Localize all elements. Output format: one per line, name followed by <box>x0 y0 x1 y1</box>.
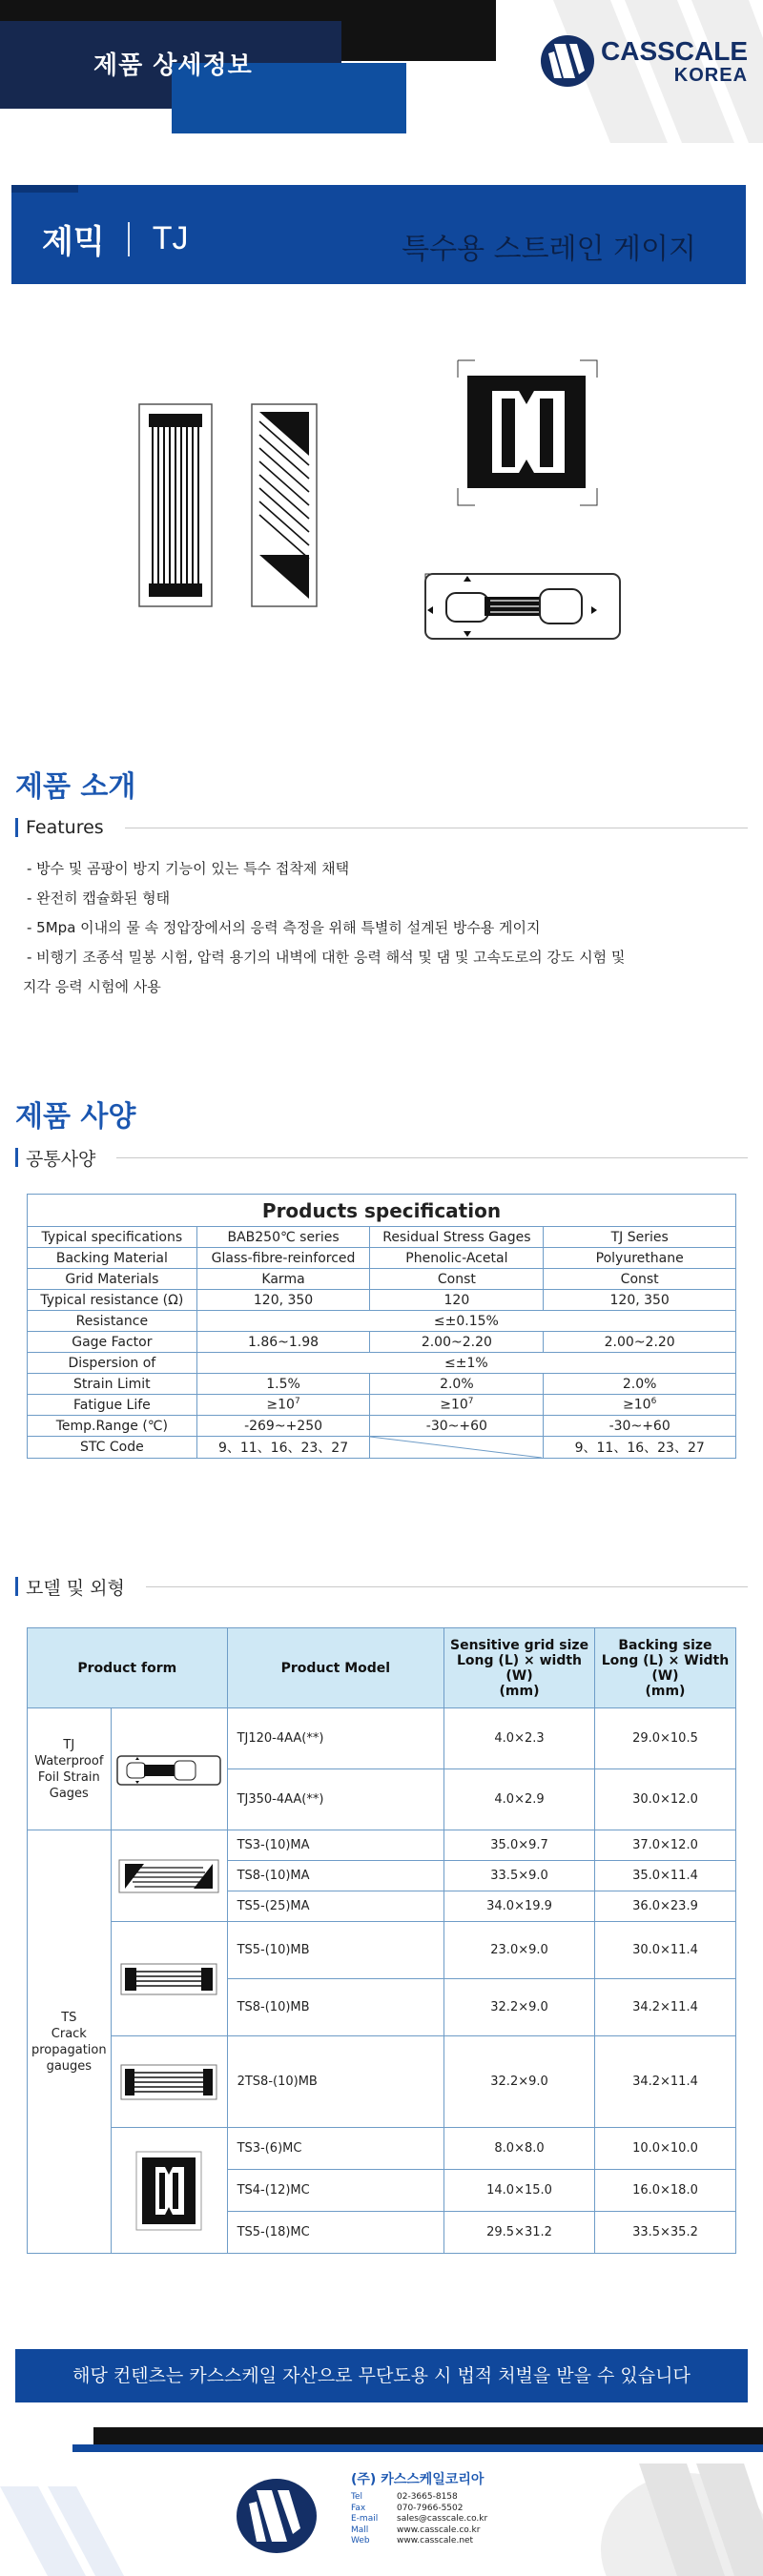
model-cell: TJ350-4AA(**) <box>227 1769 444 1830</box>
table-row <box>28 2036 736 2128</box>
models-table <box>27 1627 736 2254</box>
grid-size-cell: 14.0×15.0 <box>444 2170 595 2212</box>
table-header-row <box>28 1628 736 1708</box>
contact-row <box>351 2492 487 2504</box>
backing-size-cell: 10.0×10.0 <box>594 2128 735 2170</box>
table-cell: 120, 350 <box>196 1290 370 1311</box>
feature-item: - 완전히 캡슐화된 형태 <box>27 889 171 907</box>
table-cell: -269~+250 <box>196 1416 370 1437</box>
table-row <box>28 1353 736 1374</box>
grid-size-cell: 23.0×9.0 <box>444 1922 595 1979</box>
table-row <box>28 1830 736 1861</box>
gauge-image-grid <box>139 404 212 606</box>
fatigue-exponent: 6 <box>650 1397 657 1407</box>
grid-size-cell: 33.5×9.0 <box>444 1861 595 1891</box>
brand-region: KOREA <box>673 65 749 86</box>
contact-row <box>351 2525 487 2537</box>
subheading-bar <box>15 1148 18 1167</box>
table-cell: Strain Limit <box>28 1374 197 1395</box>
table-row <box>28 2128 736 2170</box>
table-cell: 2.00~2.20 <box>544 1332 736 1353</box>
table-cell-na <box>370 1437 544 1459</box>
footer-decoration-left <box>0 2467 124 2576</box>
column-sensitive-grid <box>444 1628 595 1708</box>
product-maker: 제믹 <box>42 223 105 261</box>
footer-contacts <box>351 2492 487 2547</box>
table-cell: Backing Material <box>28 1248 197 1269</box>
intro-heading: 제품 소개 <box>15 770 136 804</box>
table-cell: Polyurethane <box>544 1248 736 1269</box>
table-cell <box>544 1395 736 1416</box>
model-cell: TS8-(10)MA <box>227 1861 444 1891</box>
header-line: Backing size <box>618 1637 712 1653</box>
table-cell: BAB250℃ series <box>196 1227 370 1248</box>
footer-logo-icon <box>234 2477 320 2555</box>
grid-size-cell: 32.2×9.0 <box>444 2036 595 2128</box>
table-cell: Phenolic-Acetal <box>370 1248 544 1269</box>
model-cell: TS8-(10)MB <box>227 1979 444 2036</box>
dual-gauge-thumbnail <box>112 2054 226 2111</box>
table-row <box>28 1922 736 1979</box>
table-cell: 9、11、16、23、27 <box>196 1437 370 1459</box>
table-cell: 2.0% <box>370 1374 544 1395</box>
table-cell: -30~+60 <box>370 1416 544 1437</box>
features-list <box>23 854 742 1002</box>
table-cell: Karma <box>196 1269 370 1290</box>
table-cell: 1.5% <box>196 1374 370 1395</box>
feature-item-continued: 지각 응력 시험에 사용 <box>23 978 161 995</box>
title-ribbon <box>11 185 78 193</box>
footer-black-band <box>93 2427 763 2444</box>
product-category: 특수용 스트레인 게이지 <box>402 233 696 266</box>
column-product-model: Product Model <box>227 1628 444 1708</box>
model-cell: TS3-(10)MA <box>227 1830 444 1861</box>
form-image-cell <box>111 1830 227 1922</box>
product-title-bar <box>11 185 746 284</box>
grid-size-cell: 35.0×9.7 <box>444 1830 595 1861</box>
footer-company: (주) 카스스케일코리아 <box>351 2472 485 2487</box>
ma-gauge-thumbnail <box>112 1843 226 1910</box>
table-row <box>28 1269 736 1290</box>
gauge-image-mc <box>458 360 597 505</box>
gauge-image-crack <box>252 404 317 606</box>
group-label-line: Waterproof <box>34 1753 104 1768</box>
features-title: Features <box>26 817 104 838</box>
header-line: (mm) <box>499 1683 540 1699</box>
backing-size-cell: 16.0×18.0 <box>594 2170 735 2212</box>
grid-size-cell: 32.2×9.0 <box>444 1979 595 2036</box>
table-cell: Temp.Range (℃) <box>28 1416 197 1437</box>
form-image-cell <box>111 2036 227 2128</box>
brand-name: CASSCALE <box>601 36 749 66</box>
table-row <box>28 1395 736 1416</box>
model-cell: TS5-(18)MC <box>227 2212 444 2254</box>
model-cell: 2TS8-(10)MB <box>227 2036 444 2128</box>
table-cell: 2.0% <box>544 1374 736 1395</box>
table-cell: 1.86~1.98 <box>196 1332 370 1353</box>
group-label-line: propagation <box>31 2042 107 2057</box>
form-image-cell <box>111 1708 227 1830</box>
grid-size-cell: 34.0×19.9 <box>444 1891 595 1922</box>
copyright-notice: 해당 컨텐츠는 카스스케일 자산으로 무단도용 시 법적 처벌을 받을 수 있습니다 <box>15 2349 748 2402</box>
title-divider <box>128 222 130 256</box>
contact-value[interactable]: sales@casscale.co.kr <box>397 2514 488 2524</box>
table-row <box>28 1311 736 1332</box>
spec-table-title: Products specification <box>28 1195 736 1227</box>
spec-table <box>27 1194 736 1459</box>
mb-gauge-thumbnail <box>112 1951 226 2008</box>
header-line: Long (L) × width (W) <box>457 1652 583 1684</box>
backing-size-cell: 36.0×23.9 <box>594 1891 735 1922</box>
contact-key: Mall <box>351 2525 369 2535</box>
table-row <box>28 1416 736 1437</box>
backing-size-cell: 35.0×11.4 <box>594 1861 735 1891</box>
common-spec-title: 공통사양 <box>26 1148 96 1170</box>
spec-heading: 제품 사양 <box>15 1100 136 1134</box>
backing-size-cell: 34.2×11.4 <box>594 2036 735 2128</box>
table-cell: Resistance <box>28 1311 197 1332</box>
form-image-cell <box>111 1922 227 2036</box>
form-image-cell <box>111 2128 227 2254</box>
table-cell: Residual Stress Gages <box>370 1227 544 1248</box>
backing-size-cell: 30.0×12.0 <box>594 1769 735 1830</box>
table-cell: STC Code <box>28 1437 197 1459</box>
product-name <box>42 215 188 262</box>
table-cell: Gage Factor <box>28 1332 197 1353</box>
group-label-line: gauges <box>46 2058 93 2074</box>
table-cell: Const <box>544 1269 736 1290</box>
table-cell: Fatigue Life <box>28 1395 197 1416</box>
table-cell: Typical resistance (Ω) <box>28 1290 197 1311</box>
group-label-line: Gages <box>49 1786 89 1801</box>
contact-value: 070-7966-5502 <box>397 2503 464 2513</box>
table-row <box>28 1437 736 1459</box>
table-cell <box>196 1395 370 1416</box>
backing-size-cell: 30.0×11.4 <box>594 1922 735 1979</box>
table-row <box>28 1290 736 1311</box>
table-cell: -30~+60 <box>544 1416 736 1437</box>
header-line: (mm) <box>645 1683 686 1699</box>
subheading-rule <box>146 1586 748 1587</box>
model-cell: TS5-(10)MB <box>227 1922 444 1979</box>
group-tj <box>28 1708 112 1830</box>
grid-size-cell: 4.0×2.9 <box>444 1769 595 1830</box>
backing-size-cell: 33.5×35.2 <box>594 2212 735 2254</box>
table-cell: TJ Series <box>544 1227 736 1248</box>
contact-key: Tel <box>351 2492 363 2502</box>
contact-row <box>351 2536 487 2547</box>
feature-item: - 비행기 조종석 밀봉 시험, 압력 용기의 내벽에 대한 응력 해석 및 댐 및 고속도로의 강도 시험 및 <box>27 949 626 966</box>
contact-value: 02-3665-8158 <box>397 2492 458 2502</box>
subheading-bar <box>15 1577 18 1596</box>
model-cell: TS3-(6)MC <box>227 2128 444 2170</box>
brand-text <box>601 36 748 87</box>
table-cell: 120 <box>370 1290 544 1311</box>
header-line: Sensitive grid size <box>450 1637 589 1653</box>
fatigue-exponent: 7 <box>294 1397 300 1407</box>
table-cell <box>370 1395 544 1416</box>
table-row <box>28 1374 736 1395</box>
table-cell: 9、11、16、23、27 <box>544 1437 736 1459</box>
group-ts <box>28 1830 112 2254</box>
contact-key: E-mail <box>351 2514 379 2524</box>
group-label-line: TJ <box>63 1737 75 1752</box>
contact-key: Fax <box>351 2503 366 2513</box>
table-cell: 2.00~2.20 <box>370 1332 544 1353</box>
gauge-image-waterproof <box>425 574 620 639</box>
fatigue-base: ≥10 <box>440 1397 468 1413</box>
product-model: TJ <box>152 220 189 256</box>
contact-row <box>351 2514 487 2525</box>
subheading-rule <box>116 1157 748 1158</box>
models-title: 모델 및 외형 <box>26 1577 125 1599</box>
subheading-bar <box>15 818 18 837</box>
table-cell: Typical specifications <box>28 1227 197 1248</box>
column-product-form: Product form <box>28 1628 228 1708</box>
table-cell: ≤±1% <box>196 1353 735 1374</box>
fatigue-base: ≥10 <box>623 1397 651 1413</box>
header-line: Long (L) × Width (W) <box>601 1652 730 1684</box>
feature-item: - 5Mpa 이내의 물 속 정압장에서의 응력 측정을 위해 특별히 설계된 방수용 게이지 <box>27 919 541 936</box>
table-cell: Dispersion of <box>28 1353 197 1374</box>
table-row <box>28 1248 736 1269</box>
diagonal-slash <box>370 1437 542 1458</box>
table-row <box>28 1332 736 1353</box>
group-label-line: Foil Strain <box>37 1769 100 1785</box>
product-images <box>0 343 763 686</box>
table-row <box>28 1708 736 1769</box>
backing-size-cell: 37.0×12.0 <box>594 1830 735 1861</box>
model-cell: TS4-(12)MC <box>227 2170 444 2212</box>
models-subheading <box>15 1573 748 1600</box>
table-cell: Glass-fibre-reinforced <box>196 1248 370 1269</box>
grid-size-cell: 29.5×31.2 <box>444 2212 595 2254</box>
backing-size-cell: 29.0×10.5 <box>594 1708 735 1769</box>
contact-key: Web <box>351 2536 370 2545</box>
group-label-line: Crack <box>51 2026 87 2041</box>
waterproof-gauge-thumbnail <box>112 1741 226 1798</box>
column-backing-size <box>594 1628 735 1708</box>
header-title: 제품 상세정보 <box>93 51 253 80</box>
table-row <box>28 1227 736 1248</box>
contact-row <box>351 2504 487 2515</box>
table-cell: Const <box>370 1269 544 1290</box>
backing-size-cell: 34.2×11.4 <box>594 1979 735 2036</box>
footer-decoration-right <box>582 2464 763 2576</box>
common-spec-subheading <box>15 1144 748 1171</box>
group-label-line: TS <box>61 2010 77 2025</box>
model-cell: TS5-(25)MA <box>227 1891 444 1922</box>
contact-value[interactable]: www.casscale.net <box>397 2536 474 2545</box>
table-cell: 120, 350 <box>544 1290 736 1311</box>
mc-gauge-thumbnail <box>112 2138 226 2243</box>
table-cell: ≤±0.15% <box>196 1311 735 1332</box>
grid-size-cell: 4.0×2.3 <box>444 1708 595 1769</box>
model-cell: TJ120-4AA(**) <box>227 1708 444 1769</box>
features-subheading <box>15 814 748 841</box>
feature-item: - 방수 및 곰팡이 방지 기능이 있는 특수 접착제 채택 <box>27 860 350 877</box>
grid-size-cell: 8.0×8.0 <box>444 2128 595 2170</box>
fatigue-base: ≥10 <box>266 1397 295 1413</box>
contact-value[interactable]: www.casscale.co.kr <box>397 2525 481 2535</box>
table-cell: Grid Materials <box>28 1269 197 1290</box>
footer-blue-band <box>72 2444 763 2452</box>
fatigue-exponent: 7 <box>467 1397 474 1407</box>
